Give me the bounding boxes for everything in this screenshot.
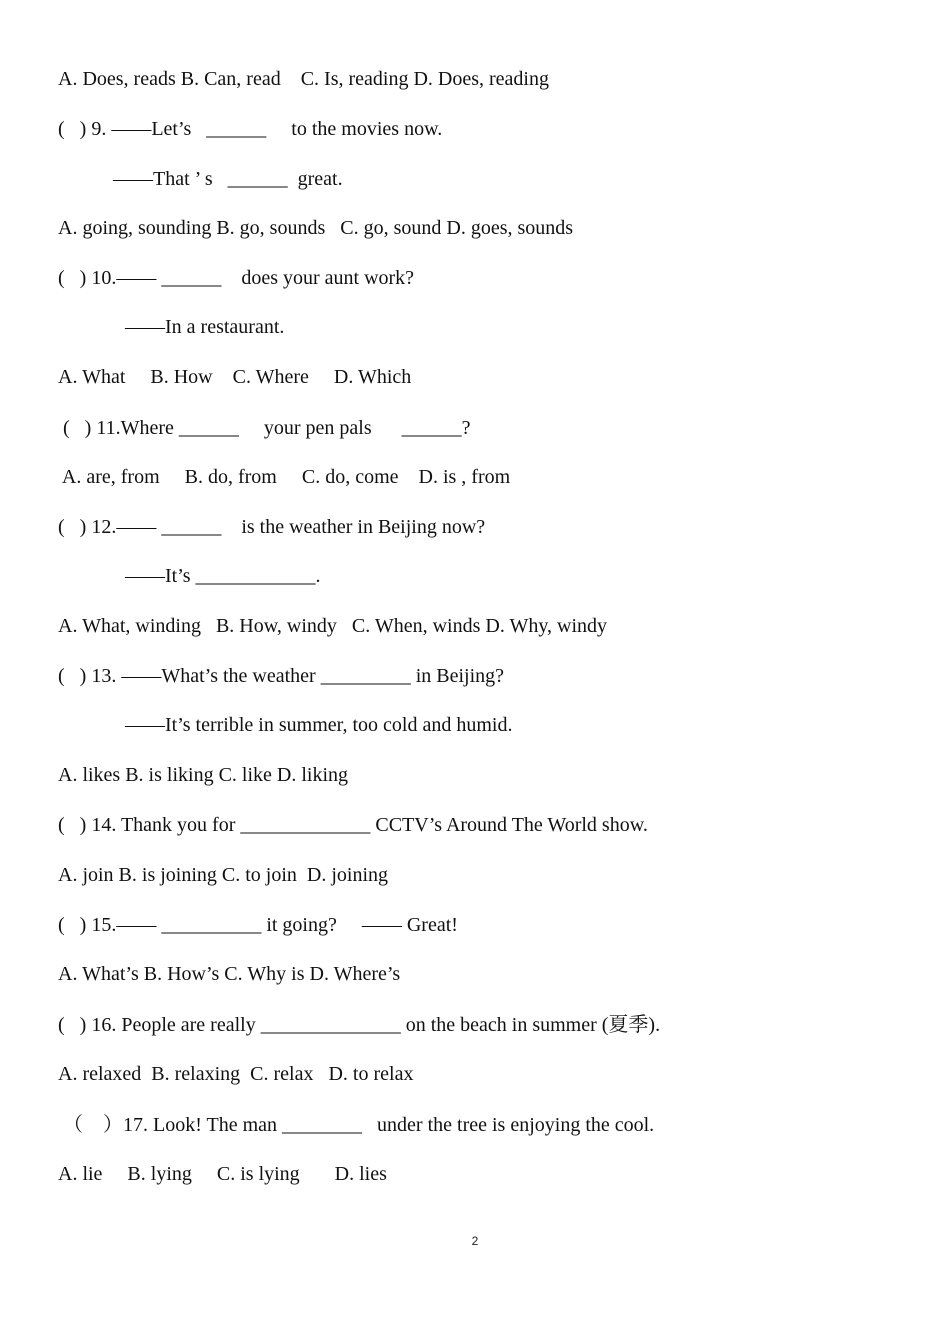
page-number: 2 [471, 1234, 479, 1248]
q16-question: ( ) 16. People are really ______________ on the beach in summer (夏季). [58, 1014, 661, 1036]
q9-options: A. going, sounding B. go, sounds C. go, sound D. goes, sounds [58, 217, 574, 239]
q10-options: A. What B. How C. Where D. Which [58, 366, 412, 388]
q10-question: ( ) 10.—— ______ does your aunt work? [58, 267, 415, 289]
q14-question: ( ) 14. Thank you for _____________ CCTV’s Around The World show. [58, 814, 648, 836]
q13-options: A. likes B. is liking C. like D. liking [58, 764, 349, 786]
q9-response: ——That ’ s ______ great. [113, 168, 343, 190]
q13-question: ( ) 13. ——What’s the weather _________ in Beijing? [58, 665, 505, 687]
q11-options: A. are, from B. do, from C. do, come D. is , from [58, 466, 511, 488]
q13-response: ——It’s terrible in summer, too cold and humid. [125, 714, 513, 736]
q17-options: A. lie B. lying C. is lying D. lies [58, 1163, 387, 1185]
q15-options: A. What’s B. How’s C. Why is D. Where’s [58, 963, 401, 985]
q12-response: ——It’s ____________. [125, 565, 321, 587]
q15-question: ( ) 15.—— __________ it going? —— Great! [58, 914, 458, 936]
q14-options: A. join B. is joining C. to join D. joining [58, 864, 389, 886]
q17-question: （ ）17. Look! The man ________ under the tree is enjoying the cool. [58, 1114, 655, 1136]
q9-question: ( ) 9. ——Let’s ______ to the movies now. [58, 118, 443, 140]
q8-options: A. Does, reads B. Can, read C. Is, reading D. Does, reading [58, 68, 549, 90]
q16-options: A. relaxed B. relaxing C. relax D. to relax [58, 1063, 414, 1085]
q11-question: ( ) 11.Where ______ your pen pals ______? [58, 417, 471, 439]
q10-response: ——In a restaurant. [125, 316, 285, 338]
q12-question: ( ) 12.—— ______ is the weather in Beijing now? [58, 516, 486, 538]
q12-options: A. What, winding B. How, windy C. When, winds D. Why, windy [58, 615, 608, 637]
